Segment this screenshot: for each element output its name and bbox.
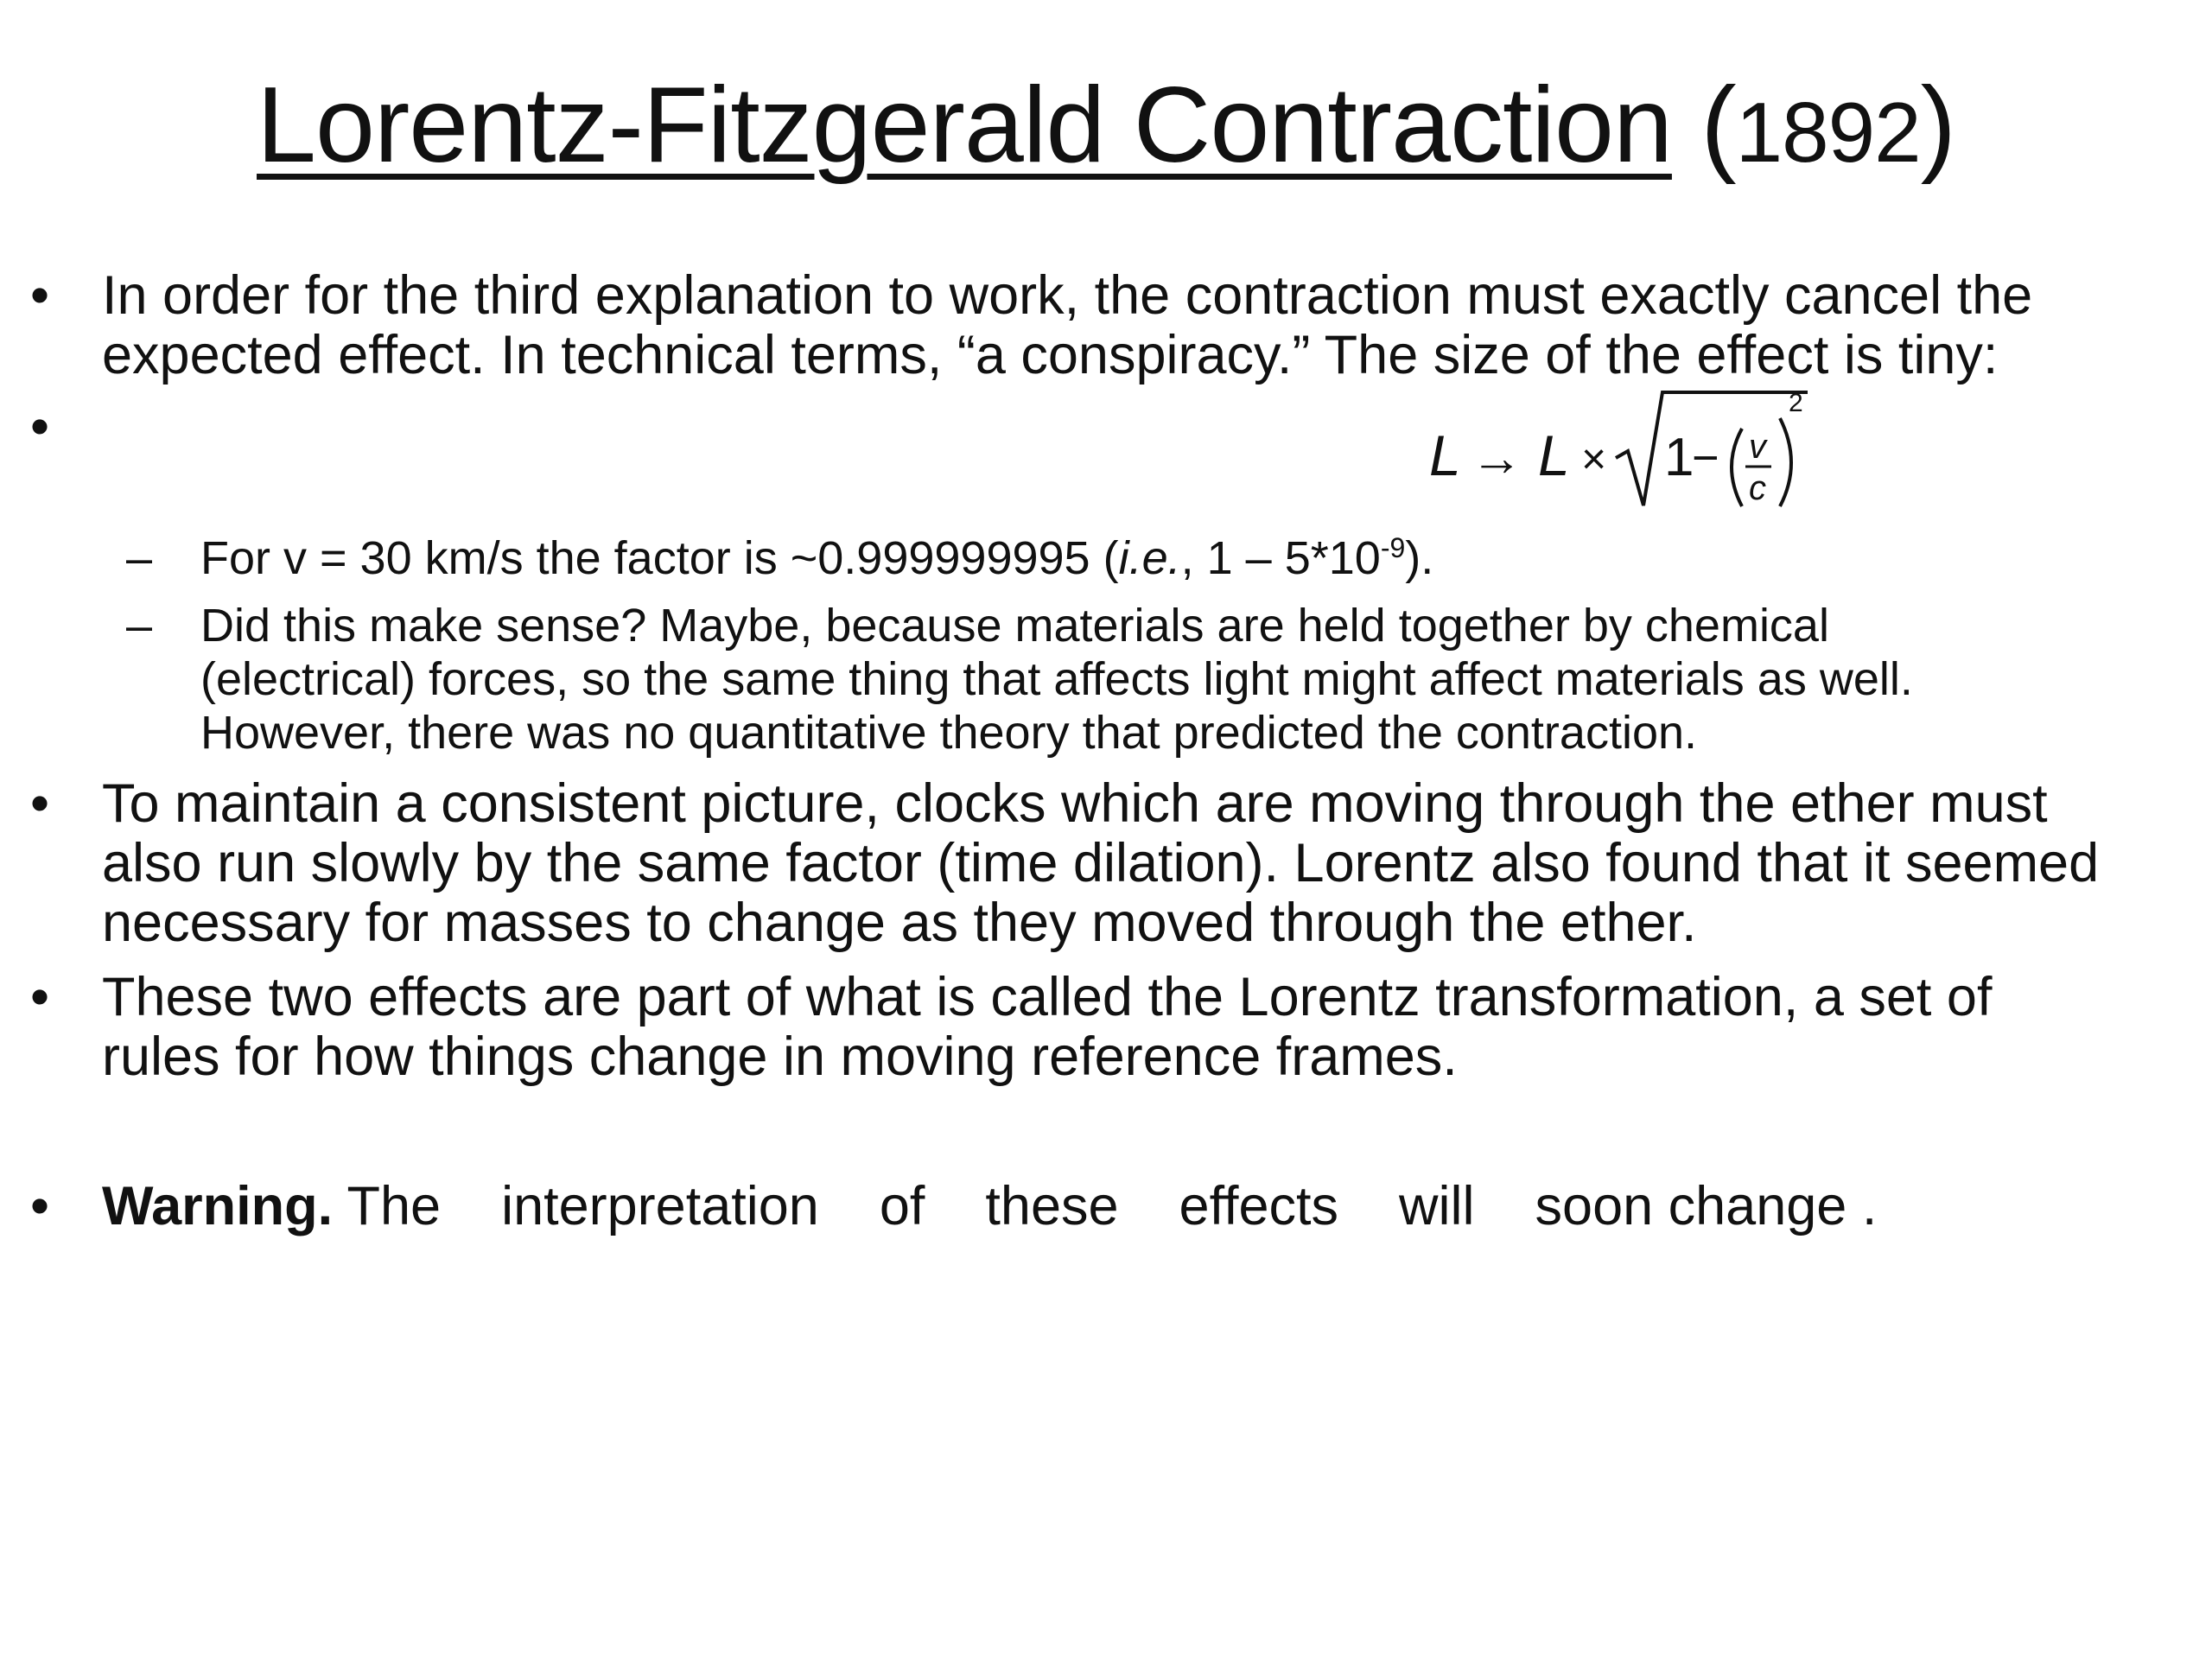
formula-c: c [1749,469,1766,507]
sub-1-post: ). [1405,532,1434,584]
paren-left [1732,429,1742,506]
title-year: 1892 [1735,85,1921,180]
title-main: Lorentz-Fitzgerald Contraction [257,66,1672,185]
warning-word: interpretation [501,1176,819,1236]
bullet-3-line-2: also run slowly by the same factor (time dilation). Lorentz also found that it seemed [102,833,2100,893]
formula-v: v [1749,428,1766,466]
formula-arrow: → [1471,429,1522,486]
bullet-1-line-1: In order for the third explanation to work, the contraction must exactly cancel the [102,265,2033,326]
bullet-dot: • [29,265,50,326]
title-paren-open: ( [1700,66,1736,185]
contraction-formula [1417,380,1815,518]
formula-times: × [1581,435,1607,483]
bullet-dot: • [29,397,50,457]
bullet-dot: • [29,967,50,1027]
sub-1-mid: , 1 – 5*10 [1180,532,1381,584]
sub-2-line-1: Did this make sense? Maybe, because materials are held together by chemical [200,600,1829,652]
sub-dash: – [126,532,153,584]
sub-dash: – [126,600,153,652]
sub-bullet-2 [126,599,1913,760]
bullet-4 [29,967,1993,1087]
bullet-3 [29,773,2100,953]
bullet-dot: • [29,1176,50,1236]
bullet-5 [29,1176,1878,1236]
formula-exponent: 2 [1789,389,1803,417]
bullet-dot: • [29,773,50,834]
bullet-3-line-1: To maintain a consistent picture, clocks which are moving through the ether must [102,773,2048,834]
warning-word: soon change . [1535,1176,1878,1236]
bullet-4-line-2: rules for how things change in moving reference frames. [102,1027,1458,1087]
warning-word: effects [1179,1176,1338,1236]
sub-2-line-2: (electrical) forces, so the same thing that affects light might affect materials as well. [200,653,1913,705]
title-paren-close: ) [1920,66,1955,185]
formula-minus: − [1692,432,1719,484]
bullet-3-line-3: necessary for masses to change as they moved through the ether. [102,893,1697,953]
sub-1-ital: i.e. [1118,532,1181,584]
bullet-4-line-1: These two effects are part of what is called the Lorentz transformation, a set of [102,967,1993,1027]
sub-2-line-3: However, there was no quantitative theory that predicted the contraction. [200,707,1698,759]
sub-1-sup: -9 [1380,532,1406,563]
formula-L-right: L [1538,423,1570,487]
warning-label: Warning. [102,1176,334,1236]
paren-right [1780,418,1791,506]
sub-bullet-1 [126,531,1434,585]
bullet-1-line-2: expected effect. In technical terms, “a conspiracy.” The size of the effect is tiny: [102,325,1999,385]
warning-word: The [346,1176,442,1236]
sub-1-pre: For v = 30 km/s the factor is ~0.999999995 ( [200,532,1119,584]
bullet-1 [29,265,2033,385]
formula-L-left: L [1429,423,1461,487]
warning-word: these [985,1176,1119,1236]
warning-word: of [879,1176,925,1236]
formula-one: 1 [1664,428,1694,487]
warning-word: will [1399,1176,1475,1236]
slide-title [0,60,2212,197]
